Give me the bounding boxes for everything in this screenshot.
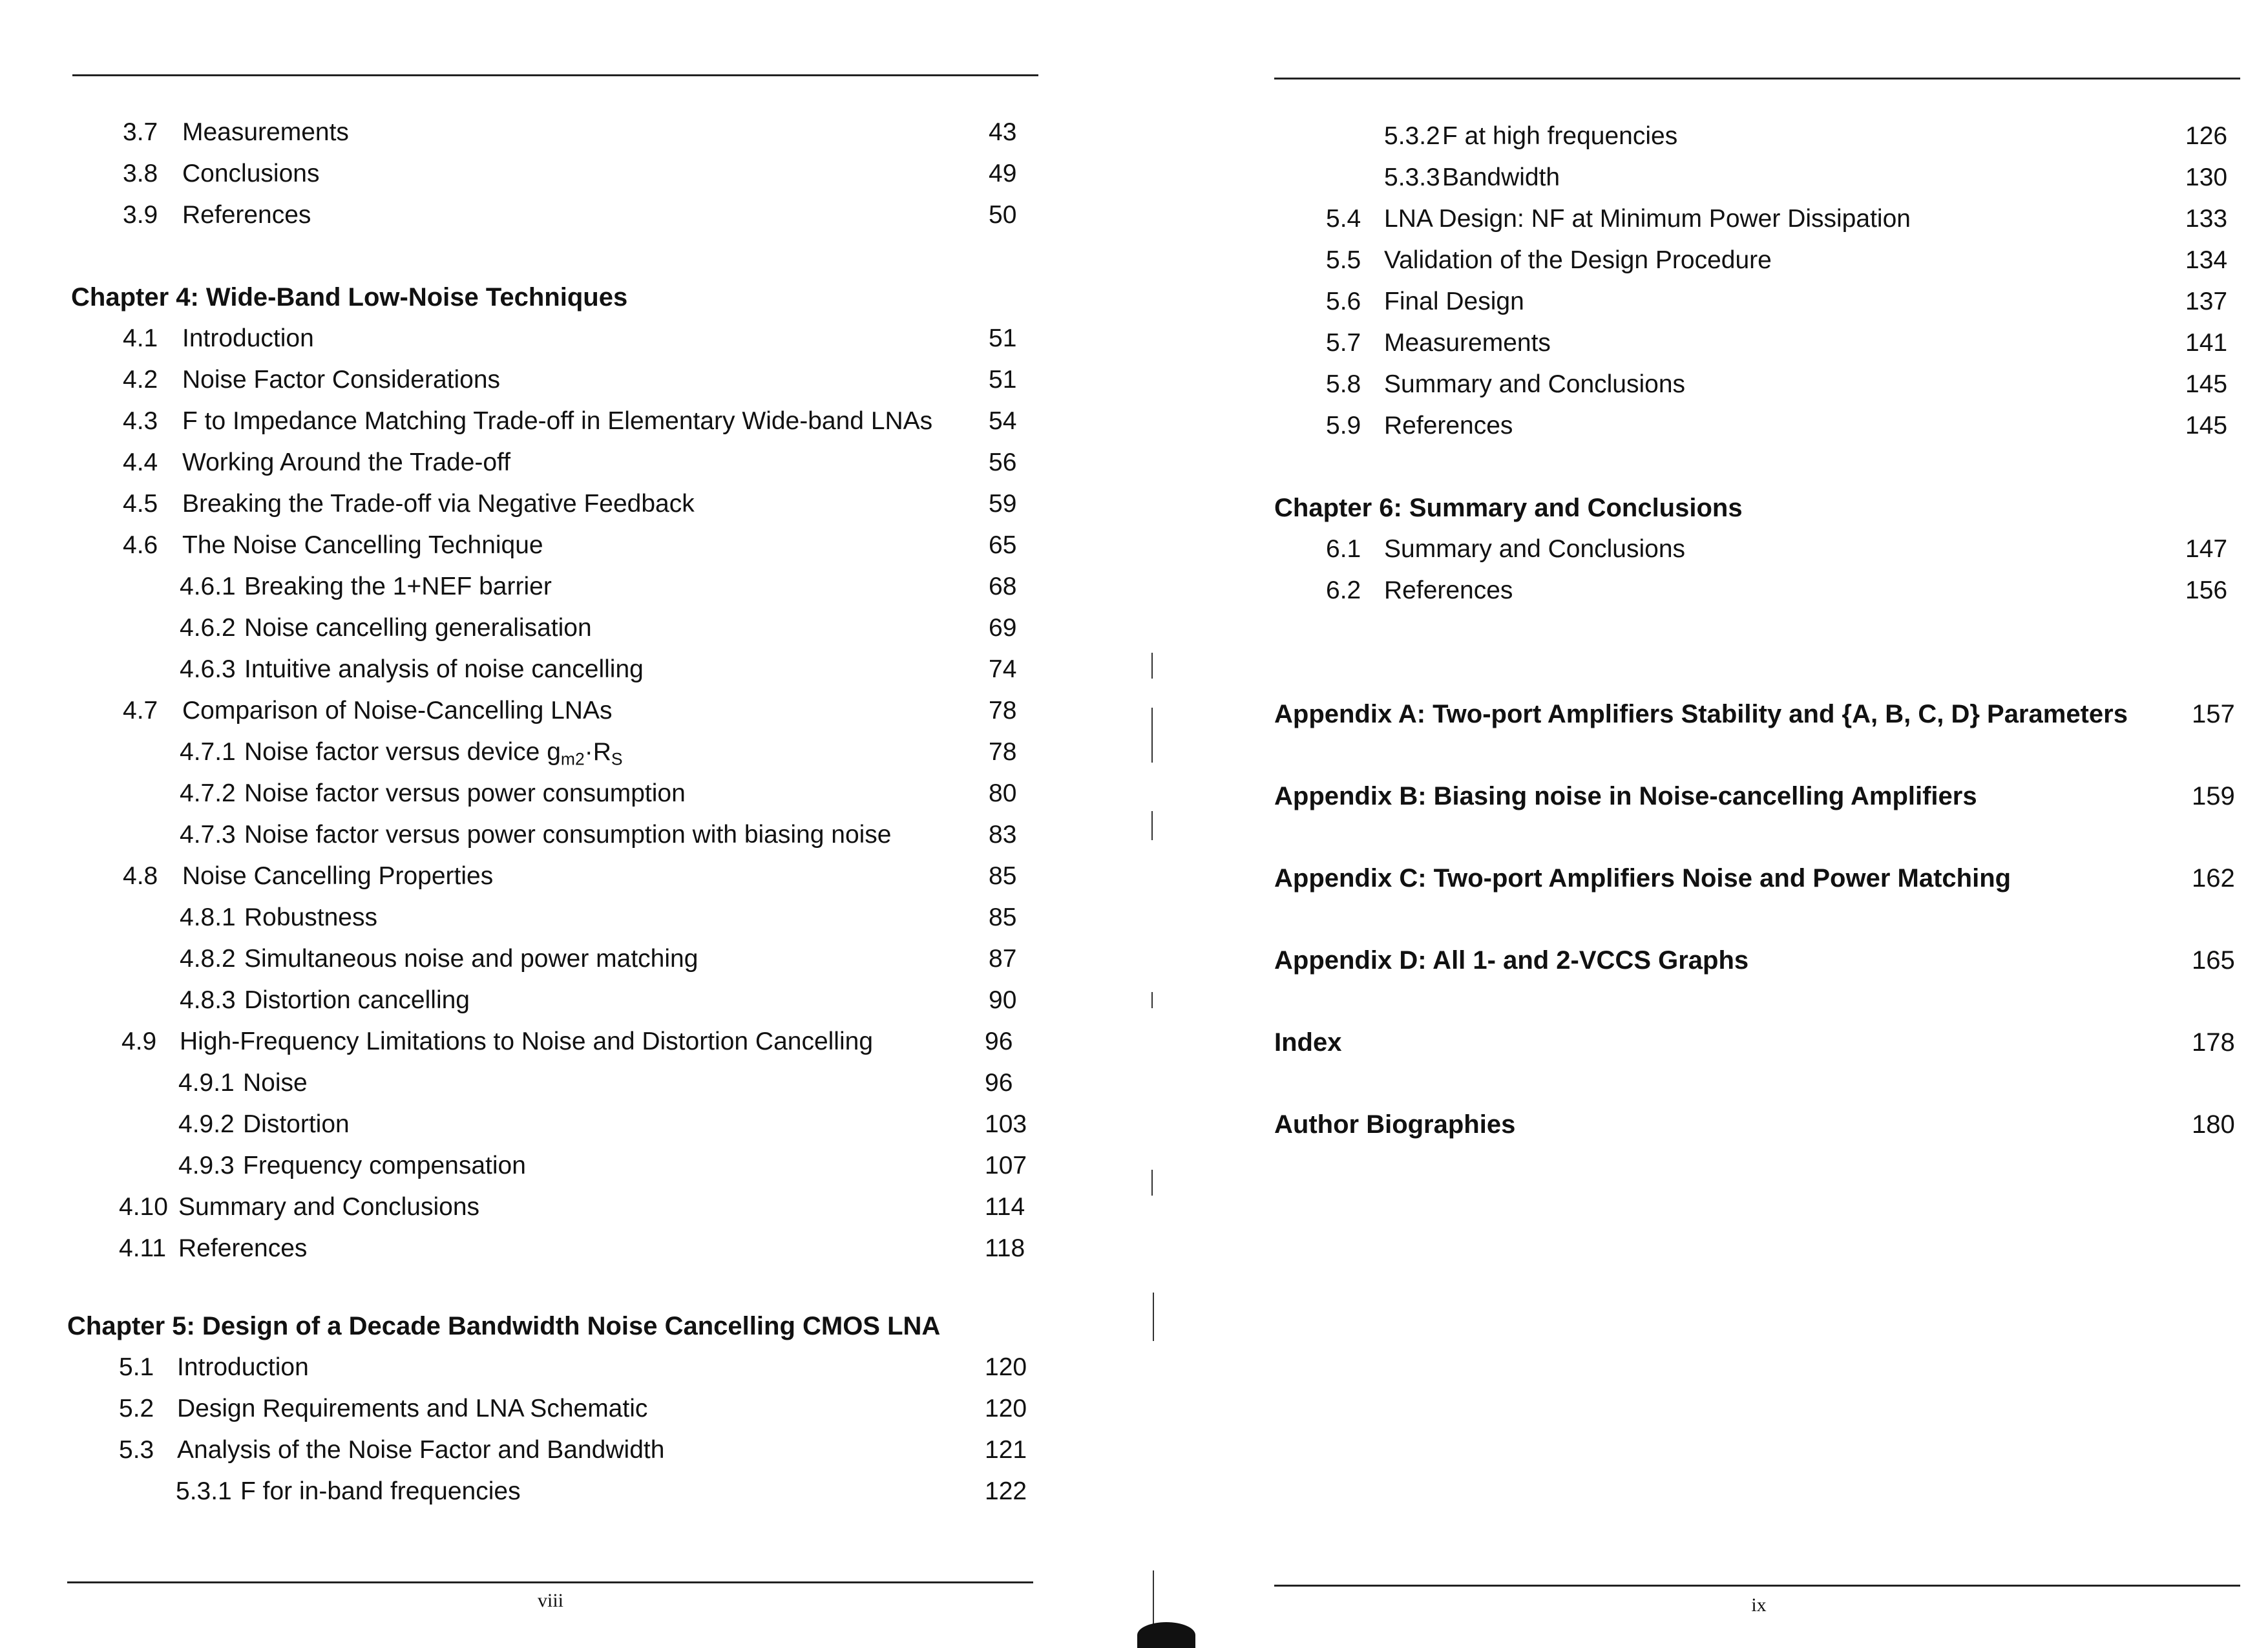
toc-entry[interactable]	[119, 1347, 1034, 1388]
section-number: 4.1	[123, 324, 158, 352]
page-number: 85	[989, 903, 1017, 931]
page-number: 96	[985, 1069, 1013, 1097]
section-title: Working Around the Trade-off	[182, 449, 511, 476]
bottom-rule	[1274, 1585, 2240, 1587]
section-title: F at high frequencies	[1442, 122, 1678, 150]
page-number: 162	[2192, 864, 2235, 893]
page-number: 50	[989, 201, 1017, 229]
gutter-mark	[1151, 811, 1153, 840]
appendix-title: Appendix C: Two-port Amplifiers Noise and Power Matching	[1274, 864, 2011, 893]
section-number: 5.1	[119, 1353, 154, 1381]
page-number: 80	[989, 779, 1017, 807]
section-number: 4.6.3	[180, 655, 236, 683]
left-page	[0, 0, 1111, 1648]
author-biographies-entry[interactable]	[1274, 1104, 2263, 1145]
toc-entry[interactable]	[123, 525, 1027, 566]
toc-subentry[interactable]	[180, 649, 1027, 690]
page-number: 130	[2185, 164, 2228, 191]
section-number: 4.3	[123, 407, 158, 435]
toc-entry[interactable]	[1326, 570, 2263, 611]
page-number: 59	[989, 490, 1017, 518]
page-number: 51	[989, 324, 1017, 352]
section-title: Design Requirements and LNA Schematic	[177, 1395, 648, 1422]
top-rule	[72, 74, 1038, 76]
section-title: Summary and Conclusions	[1384, 535, 1686, 563]
toc-entry[interactable]	[1326, 322, 2263, 364]
gutter-mark	[1151, 992, 1153, 1008]
page-number: 145	[2185, 370, 2228, 398]
index-title: Index	[1274, 1028, 1342, 1057]
section-number: 4.8	[123, 862, 158, 890]
gutter-mark	[1153, 1293, 1154, 1341]
section-number: 4.4	[123, 449, 158, 476]
page-number: 180	[2192, 1110, 2235, 1139]
appendix-entry[interactable]	[1274, 940, 2263, 981]
page-number: 107	[985, 1152, 1027, 1179]
section-number: 5.3.3	[1384, 164, 1440, 191]
page-folio: viii	[537, 1590, 563, 1611]
binding-shadow	[1137, 1622, 1195, 1648]
page-number: 156	[2185, 576, 2228, 604]
section-title: Comparison of Noise-Cancelling LNAs	[182, 697, 613, 724]
section-number: 5.6	[1326, 288, 1361, 315]
section-title: References	[178, 1234, 308, 1262]
section-title: References	[182, 201, 311, 229]
bottom-rule	[67, 1581, 1033, 1583]
top-rule	[1274, 78, 2240, 79]
toc-subentry[interactable]	[180, 897, 1027, 938]
page-number: 145	[2185, 412, 2228, 439]
section-number: 5.3	[119, 1436, 154, 1464]
subscript: S	[611, 749, 623, 769]
chapter-heading[interactable]: Chapter 5: Design of a Decade Bandwidth Noise Cancelling CMOS LNA	[67, 1312, 941, 1340]
section-number: 4.7.2	[180, 779, 236, 807]
section-number: 4.9.2	[178, 1110, 235, 1138]
appendix-title: Appendix B: Biasing noise in Noise-cancelling Amplifiers	[1274, 782, 1977, 810]
page-number: 114	[985, 1193, 1025, 1221]
section-number: 4.7.3	[180, 821, 236, 849]
section-title: Distortion	[243, 1110, 350, 1138]
section-title: Summary and Conclusions	[178, 1193, 480, 1221]
page-number: 56	[989, 449, 1017, 476]
toc-subentry[interactable]	[180, 938, 1027, 980]
section-number: 3.8	[123, 160, 158, 187]
section-number: 3.9	[123, 201, 158, 229]
section-title	[244, 732, 623, 773]
page-number: 159	[2192, 782, 2235, 810]
page-number: 49	[989, 160, 1017, 187]
section-title: F to Impedance Matching Trade-off in Elementary Wide-band LNAs	[182, 407, 933, 435]
section-number: 5.3.1	[176, 1477, 232, 1505]
toc-subentry[interactable]	[180, 773, 1027, 814]
page-number: 54	[989, 407, 1017, 435]
toc-subentry[interactable]	[180, 814, 1027, 856]
page-number: 141	[2185, 329, 2228, 357]
section-title: Noise factor versus power consumption with biasing noise	[244, 821, 892, 849]
toc-entry[interactable]	[123, 112, 1027, 153]
section-title: F for in-band frequencies	[240, 1477, 521, 1505]
toc-subentry[interactable]	[178, 1145, 1034, 1187]
toc-entry[interactable]	[119, 1388, 1034, 1430]
section-title: Noise Factor Considerations	[182, 366, 501, 394]
toc-entry[interactable]	[119, 1187, 1034, 1228]
toc-entry[interactable]	[121, 1021, 1034, 1062]
title-text: Noise factor versus device g	[244, 738, 561, 766]
toc-subentry[interactable]	[178, 1062, 1034, 1104]
right-page	[1254, 0, 2268, 1648]
section-number: 6.1	[1326, 535, 1361, 563]
section-title: Distortion cancelling	[244, 986, 470, 1014]
section-title: Analysis of the Noise Factor and Bandwidth	[177, 1436, 665, 1464]
page-number: 69	[989, 614, 1017, 642]
section-title: Final Design	[1384, 288, 1524, 315]
section-number: 4.11	[119, 1234, 167, 1262]
toc-entry[interactable]	[123, 856, 1027, 897]
toc-entry[interactable]	[1326, 364, 2263, 405]
page-number: 78	[989, 697, 1017, 724]
page-number: 87	[989, 945, 1017, 973]
page-number: 137	[2185, 288, 2228, 315]
toc-entry[interactable]	[1326, 281, 2263, 322]
appendix-entry[interactable]	[1274, 776, 2263, 817]
section-title: Frequency compensation	[243, 1152, 526, 1179]
section-title: Noise factor versus power consumption	[244, 779, 686, 807]
section-title: Breaking the 1+NEF barrier	[244, 573, 552, 600]
section-number: 5.3.2	[1384, 122, 1440, 150]
page-number: 134	[2185, 246, 2228, 274]
appendix-entry[interactable]	[1274, 693, 2263, 735]
toc-entry[interactable]	[123, 195, 1027, 236]
chapter-heading[interactable]: Chapter 6: Summary and Conclusions	[1274, 494, 1743, 522]
subscript: m2	[560, 749, 585, 769]
appendix-title: Appendix D: All 1- and 2-VCCS Graphs	[1274, 946, 1749, 975]
toc-subentry[interactable]	[1384, 116, 2263, 157]
toc-subentry[interactable]	[180, 732, 1027, 773]
page-number: 43	[989, 118, 1017, 146]
toc-entry[interactable]	[123, 401, 1027, 442]
toc-subentry[interactable]	[178, 1104, 1034, 1145]
page-number: 157	[2192, 700, 2235, 728]
toc-entry[interactable]	[119, 1228, 1034, 1269]
section-number: 5.5	[1326, 246, 1361, 274]
page-number: 103	[985, 1110, 1027, 1138]
section-title: Breaking the Trade-off via Negative Feedback	[182, 490, 695, 518]
page-number: 126	[2185, 122, 2228, 150]
page-number: 165	[2192, 946, 2235, 975]
section-title: Summary and Conclusions	[1384, 370, 1686, 398]
page-number: 90	[989, 986, 1017, 1014]
toc-entry[interactable]	[123, 359, 1027, 401]
section-title: Robustness	[244, 903, 377, 931]
section-number: 4.8.3	[180, 986, 236, 1014]
page-number: 122	[985, 1477, 1027, 1505]
page-folio: ix	[1751, 1594, 1767, 1616]
section-number: 4.7	[123, 697, 158, 724]
section-title: Bandwidth	[1442, 164, 1560, 191]
section-title: LNA Design: NF at Minimum Power Dissipation	[1384, 205, 1911, 233]
section-title: References	[1384, 576, 1513, 604]
page-number: 121	[985, 1436, 1027, 1464]
page-number: 133	[2185, 205, 2228, 233]
section-title: Introduction	[177, 1353, 309, 1381]
toc-entry[interactable]	[123, 690, 1027, 732]
appendix-title: Appendix A: Two-port Amplifiers Stability and {A, B, C, D} Parameters	[1274, 700, 2128, 728]
page-number: 74	[989, 655, 1017, 683]
section-title: Introduction	[182, 324, 314, 352]
section-title: Conclusions	[182, 160, 320, 187]
section-title: Measurements	[182, 118, 349, 146]
page-number: 78	[989, 738, 1017, 766]
section-title: High-Frequency Limitations to Noise and Distortion Cancelling	[180, 1028, 874, 1055]
page-number: 118	[985, 1234, 1025, 1262]
section-number: 5.7	[1326, 329, 1361, 357]
toc-subentry[interactable]	[1384, 157, 2263, 198]
toc-entry[interactable]	[119, 1430, 1034, 1471]
page-number: 96	[985, 1028, 1013, 1055]
page-number: 178	[2192, 1028, 2235, 1057]
section-number: 5.8	[1326, 370, 1361, 398]
title-text: ·R	[584, 738, 611, 766]
toc-subentry[interactable]	[180, 980, 1027, 1021]
toc-entry[interactable]	[1326, 529, 2263, 570]
section-number: 4.8.2	[180, 945, 236, 973]
section-number: 4.9.1	[178, 1069, 235, 1097]
gutter-mark	[1151, 708, 1153, 763]
page-number: 147	[2185, 535, 2228, 563]
appendix-entry[interactable]	[1274, 858, 2263, 899]
gutter-mark	[1153, 1570, 1154, 1629]
toc-entry[interactable]	[123, 442, 1027, 483]
chapter-heading[interactable]: Chapter 4: Wide-Band Low-Noise Techniques	[71, 283, 628, 312]
section-title: Validation of the Design Procedure	[1384, 246, 1772, 274]
section-number: 3.7	[123, 118, 158, 146]
gutter-mark	[1151, 1170, 1153, 1196]
section-number: 5.9	[1326, 412, 1361, 439]
section-title: Noise Cancelling Properties	[182, 862, 494, 890]
section-title: The Noise Cancelling Technique	[182, 531, 543, 559]
section-number: 5.2	[119, 1395, 154, 1422]
toc-entry[interactable]	[123, 153, 1027, 195]
page-number: 51	[989, 366, 1017, 394]
section-title: Intuitive analysis of noise cancelling	[244, 655, 644, 683]
section-number: 4.2	[123, 366, 158, 394]
section-title: Noise cancelling generalisation	[244, 614, 592, 642]
section-number: 4.6	[123, 531, 158, 559]
toc-subentry[interactable]	[176, 1471, 1034, 1512]
section-number: 4.5	[123, 490, 158, 518]
section-number: 4.7.1	[180, 738, 236, 766]
page-number: 120	[985, 1353, 1027, 1381]
toc-subentry[interactable]	[180, 607, 1027, 649]
toc-subentry[interactable]	[180, 566, 1027, 607]
section-number: 4.6.1	[180, 573, 236, 600]
section-number: 6.2	[1326, 576, 1361, 604]
section-number: 5.4	[1326, 205, 1361, 233]
section-number: 4.9	[121, 1028, 157, 1055]
toc-entry[interactable]	[123, 318, 1027, 359]
section-number: 4.10	[119, 1193, 168, 1221]
section-number: 4.6.2	[180, 614, 236, 642]
gutter-mark	[1151, 653, 1153, 679]
page-number: 85	[989, 862, 1017, 890]
index-entry[interactable]	[1274, 1022, 2263, 1063]
page-number: 120	[985, 1395, 1027, 1422]
section-number: 4.9.3	[178, 1152, 235, 1179]
toc-entry[interactable]	[1326, 198, 2263, 240]
page-number: 83	[989, 821, 1017, 849]
page-number: 65	[989, 531, 1017, 559]
section-number: 4.8.1	[180, 903, 236, 931]
toc-entry[interactable]	[1326, 240, 2263, 281]
section-title: Simultaneous noise and power matching	[244, 945, 698, 973]
section-title: Measurements	[1384, 329, 1551, 357]
toc-entry[interactable]	[1326, 405, 2263, 447]
section-title: References	[1384, 412, 1513, 439]
page-number: 68	[989, 573, 1017, 600]
section-title: Noise	[243, 1069, 308, 1097]
toc-entry[interactable]	[123, 483, 1027, 525]
biographies-title: Author Biographies	[1274, 1110, 1516, 1139]
